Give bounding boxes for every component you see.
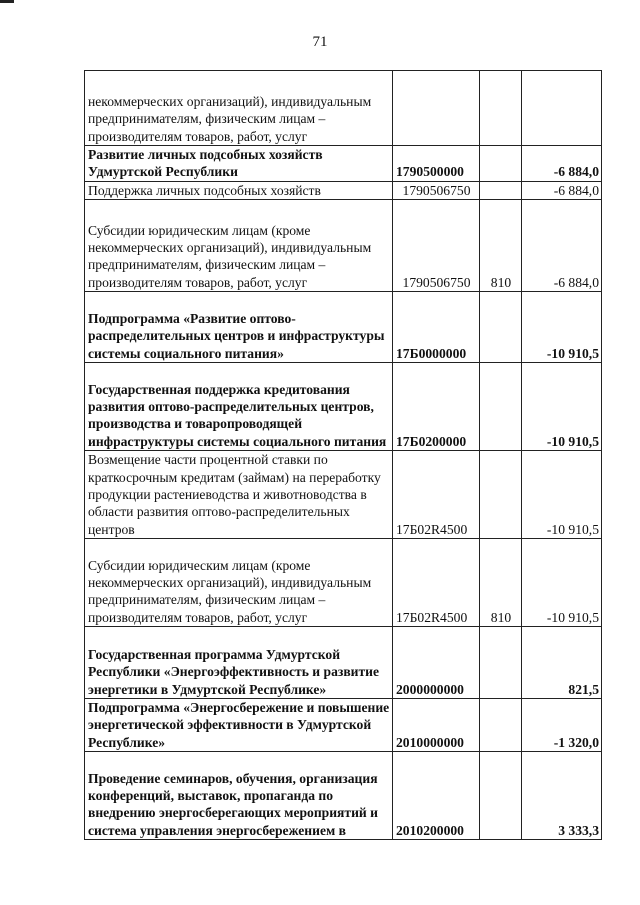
row-code: 17Б02R4500 [393, 538, 480, 626]
row-name: Субсидии юридическим лицам (кроме некоммерческих организаций), индивидуальным предпринимателям, физическим лицам – производителям товаров, работ, услуг [85, 199, 393, 291]
row-amount: -10 910,5 [522, 450, 602, 538]
row-name: Развитие личных подсобных хозяйств Удмуртской Республики [85, 146, 393, 182]
row-expense-type [480, 71, 522, 146]
scan-corner-mark [0, 0, 14, 3]
row-code: 17Б0200000 [393, 362, 480, 450]
table-row [85, 751, 602, 839]
row-amount: -1 320,0 [522, 698, 602, 751]
row-amount: 3 333,3 [522, 751, 602, 839]
row-expense-type: 810 [480, 199, 522, 291]
row-expense-type [480, 751, 522, 839]
row-amount: 821,5 [522, 626, 602, 698]
table-row [85, 626, 602, 698]
table-row [85, 538, 602, 626]
row-name: Субсидии юридическим лицам (кроме некоммерческих организаций), индивидуальным предпринимателям, физическим лицам – производителям товаров, работ, услуг [85, 538, 393, 626]
table-row [85, 199, 602, 291]
row-name: Возмещение части процентной ставки по краткосрочным кредитам (займам) на переработку продукции растениеводства и животноводства в области развития оптово-распределительных центров [85, 450, 393, 538]
row-amount: -10 910,5 [522, 538, 602, 626]
row-code [393, 71, 480, 146]
row-name: Подпрограмма «Развитие оптово-распределительных центров и инфраструктуры системы социального питания» [85, 291, 393, 362]
row-amount: -10 910,5 [522, 291, 602, 362]
row-code: 1790500000 [393, 146, 480, 182]
row-name: Подпрограмма «Энергосбережение и повышение энергетической эффективности в Удмуртской Республике» [85, 698, 393, 751]
row-expense-type [480, 291, 522, 362]
row-code: 17Б02R4500 [393, 450, 480, 538]
table-row [85, 450, 602, 538]
page-number: 71 [312, 34, 328, 50]
row-expense-type [480, 450, 522, 538]
row-code: 2010200000 [393, 751, 480, 839]
row-code: 2010000000 [393, 698, 480, 751]
table-row [85, 362, 602, 450]
row-amount: -6 884,0 [522, 199, 602, 291]
row-code: 1790506750 [393, 181, 480, 199]
row-amount: -10 910,5 [522, 362, 602, 450]
budget-table [84, 70, 602, 840]
row-code: 1790506750 [393, 199, 480, 291]
row-name: Государственная поддержка кредитования развития оптово-распределительных центров, производства и товаропроводящей инфраструктуры системы социального питания [85, 362, 393, 450]
row-expense-type: 810 [480, 538, 522, 626]
table-row [85, 698, 602, 751]
table-row [85, 146, 602, 182]
row-name: Государственная программа Удмуртской Республики «Энергоэффективность и развитие энергетики в Удмуртской Республике» [85, 626, 393, 698]
row-expense-type [480, 626, 522, 698]
row-expense-type [480, 181, 522, 199]
row-amount: -6 884,0 [522, 146, 602, 182]
table-row [85, 181, 602, 199]
table-row [85, 291, 602, 362]
row-expense-type [480, 698, 522, 751]
row-expense-type [480, 362, 522, 450]
row-name: Проведение семинаров, обучения, организация конференций, выставок, пропаганда по внедрению энергосберегающих мероприятий и система управления энергосбережением в [85, 751, 393, 839]
row-name: некоммерческих организаций), индивидуальным предпринимателям, физическим лицам – производителям товаров, работ, услуг [85, 71, 393, 146]
row-code: 17Б0000000 [393, 291, 480, 362]
row-amount: -6 884,0 [522, 181, 602, 199]
row-expense-type [480, 146, 522, 182]
table-row [85, 71, 602, 146]
row-code: 2000000000 [393, 626, 480, 698]
row-amount [522, 71, 602, 146]
row-name: Поддержка личных подсобных хозяйств [85, 181, 393, 199]
